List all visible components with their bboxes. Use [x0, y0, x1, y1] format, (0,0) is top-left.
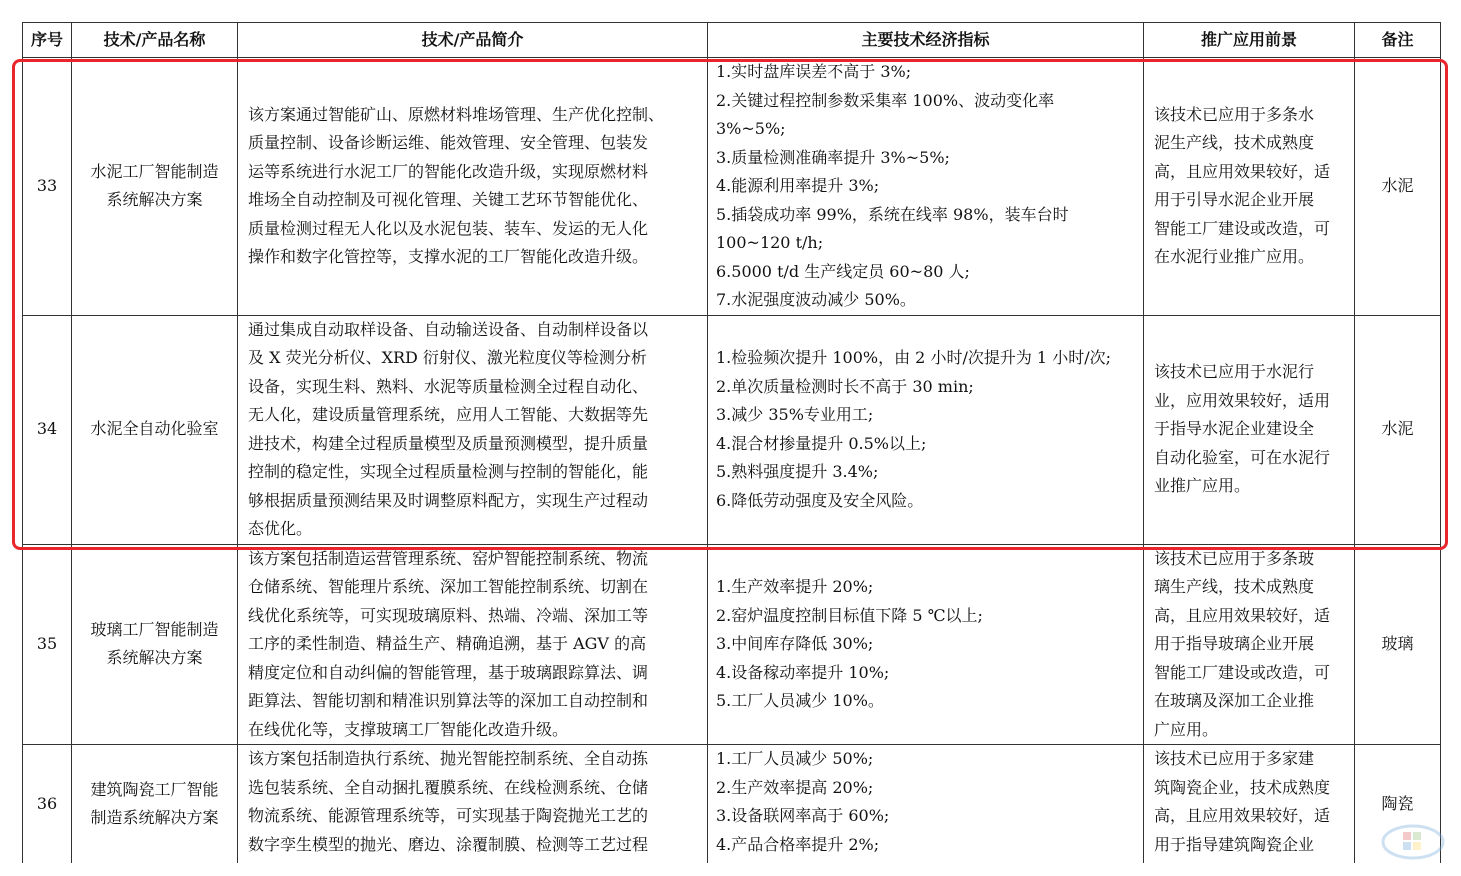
- row-prospect-line: 自动化验室，可在水泥行: [1154, 447, 1331, 467]
- row-description-line: 精度定位和自动纠偏的智能管理，基于玻璃跟踪算法、调: [248, 662, 649, 682]
- row-prospect-line: 于指导水泥企业建设全: [1154, 419, 1315, 439]
- row-note: 水泥: [1355, 315, 1441, 544]
- row-description-line: 数字孪生模型的抛光、磨边、涂覆制膜、检测等工艺过程: [248, 834, 649, 854]
- row-prospect-line: 高，且应用效果较好，适: [1154, 161, 1331, 181]
- row-prospect-line: 用于指导玻璃企业开展: [1154, 634, 1315, 653]
- row-description-line: 仓储系统、智能理片系统、深加工智能控制系统、切割在: [248, 577, 649, 596]
- row-indicators-line: 2.单次质量检测时长不高于 30 min;: [716, 376, 974, 396]
- row-description-line: 该方案包括制造执行系统、抛光智能控制系统、全自动拣: [248, 749, 649, 768]
- row-description: [238, 315, 708, 544]
- table-row: [23, 544, 1441, 745]
- row-indicators-line: 5.熟料强度提升 3.4%;: [716, 462, 879, 481]
- row-prospect-line: 该技术已应用于多条水: [1154, 104, 1315, 124]
- row-indicators-line: 5.插袋成功率 99%，系统在线率 98%，装车台时: [716, 204, 1069, 224]
- row-name: [72, 544, 238, 745]
- row-name-line: 系统解决方案: [106, 190, 203, 210]
- row-indicators-line: 6.降低劳动强度及安全风险。: [716, 490, 924, 510]
- row-description-line: 态优化。: [248, 519, 313, 538]
- row-indicators-line: 6.5000 t/d 生产线定员 60~80 人;: [716, 261, 970, 281]
- row-indicators-line: 100~120 t/h;: [716, 233, 824, 252]
- row-name: [72, 315, 238, 544]
- row-name: [72, 58, 238, 316]
- row-name-line: 系统解决方案: [106, 648, 203, 668]
- row-description-line: 设备，实现生料、熟料、水泥等质量检测全过程自动化、: [248, 376, 649, 396]
- row-indicators: [708, 58, 1144, 316]
- row-prospect-line: 泥生产线，技术成熟度: [1154, 133, 1315, 153]
- watermark-logo: [1377, 818, 1449, 874]
- row-number: 35: [23, 544, 72, 745]
- row-indicators-line: 3.设备联网率高于 60%;: [716, 806, 890, 825]
- row-description-line: 够根据质量预测结果及时调整原料配方，实现生产过程动: [248, 490, 649, 510]
- table-row: [23, 745, 1441, 864]
- row-indicators-line: 4.产品合格率提升 2%;: [716, 834, 880, 854]
- row-prospect-line: 该技术已应用于多条玻: [1154, 548, 1315, 568]
- row-name-line: 水泥全自动化验室: [90, 419, 219, 439]
- indicator-table: [22, 22, 1441, 864]
- row-indicators-line: 1.实时盘库误差不高于 3%;: [716, 62, 912, 81]
- row-number: 36: [23, 745, 72, 864]
- header-prospect: 推广应用前景: [1144, 23, 1355, 58]
- row-description-line: 控制的稳定性，实现全过程质量检测与控制的智能化，能: [248, 462, 649, 481]
- row-prospect-line: 广应用。: [1154, 719, 1219, 739]
- row-indicators-line: 3%~5%;: [716, 119, 786, 138]
- row-name-line: 建筑陶瓷工厂智能: [90, 779, 219, 799]
- row-description-line: 该方案包括制造运营管理系统、窑炉智能控制系统、物流: [248, 548, 649, 568]
- row-prospect: [1144, 315, 1355, 544]
- row-indicators: [708, 745, 1144, 864]
- row-prospect-line: 在玻璃及深加工企业推: [1154, 691, 1315, 710]
- row-description-line: 操作和数字化管控等，支撑水泥的工厂智能化改造升级。: [248, 247, 649, 267]
- row-prospect-line: 智能工厂建设或改造，可: [1154, 662, 1331, 682]
- row-description: [238, 745, 708, 864]
- row-name-line: 制造系统解决方案: [90, 808, 219, 827]
- row-name: [72, 745, 238, 864]
- header-row: [23, 23, 1441, 58]
- row-description-line: 选包装系统、全自动捆扎覆膜系统、在线检测系统、仓储: [248, 777, 649, 797]
- header-note: 备注: [1355, 23, 1441, 58]
- row-note: 玻璃: [1355, 544, 1441, 745]
- row-indicators-line: 4.混合材掺量提升 0.5%以上;: [716, 433, 927, 453]
- row-description-line: 该方案通过智能矿山、原燃材料堆场管理、生产优化控制、: [248, 104, 665, 124]
- row-prospect-line: 高，且应用效果较好，适: [1154, 605, 1331, 625]
- row-indicators-line: 1.工厂人员减少 50%;: [716, 749, 874, 768]
- page-cut: [0, 863, 1461, 876]
- row-prospect-line: 在水泥行业推广应用。: [1154, 247, 1315, 267]
- row-name-line: 玻璃工厂智能制造: [90, 619, 219, 639]
- row-description-line: 线优化系统等，可实现玻璃原料、热端、冷端、深加工等: [248, 605, 649, 625]
- row-indicators-line: 3.减少 35%专业用工;: [716, 405, 874, 424]
- row-prospect: [1144, 544, 1355, 745]
- row-prospect-line: 用于指导建筑陶瓷企业: [1154, 834, 1315, 854]
- row-prospect: [1144, 745, 1355, 864]
- row-indicators: [708, 315, 1144, 544]
- row-description-line: 在线优化等，支撑玻璃工厂智能化改造升级。: [248, 719, 569, 739]
- row-description-line: 工序的柔性制造、精益生产、精确追溯，基于 AGV 的高: [248, 634, 647, 653]
- row-indicators-line: 3.质量检测准确率提升 3%~5%;: [716, 147, 950, 167]
- row-description-line: 通过集成自动取样设备、自动输送设备、自动制样设备以: [248, 319, 649, 339]
- row-indicators-line: 1.检验频次提升 100%，由 2 小时/次提升为 1 小时/次;: [716, 348, 1111, 367]
- header-desc: 技术/产品简介: [238, 23, 708, 58]
- header-num: 序号: [23, 23, 72, 58]
- row-prospect-line: 用于引导水泥企业开展: [1154, 190, 1315, 210]
- row-description-line: 物流系统、能源管理系统等，可实现基于陶瓷抛光工艺的: [248, 806, 649, 825]
- row-prospect-line: 智能工厂建设或改造，可: [1154, 218, 1331, 238]
- row-indicators-line: 2.生产效率提高 20%;: [716, 777, 874, 797]
- row-note: 水泥: [1355, 58, 1441, 316]
- row-indicators-line: 5.工厂人员减少 10%。: [716, 691, 884, 710]
- row-description-line: 质量控制、设备诊断运维、能效管理、安全管理、包装发: [248, 133, 649, 153]
- row-indicators-line: 4.能源利用率提升 3%;: [716, 176, 880, 195]
- row-indicators-line: 2.关键过程控制参数采集率 100%、波动变化率: [716, 90, 1055, 110]
- header-indicators: 主要技术经济指标: [708, 23, 1144, 58]
- row-number: 34: [23, 315, 72, 544]
- row-description: [238, 58, 708, 316]
- row-indicators-line: 4.设备稼动率提升 10%;: [716, 662, 890, 682]
- row-note: 陶瓷: [1355, 745, 1441, 864]
- row-prospect-line: 该技术已应用于多家建: [1154, 749, 1315, 768]
- row-number: 33: [23, 58, 72, 316]
- table-row: [23, 315, 1441, 544]
- row-indicators: [708, 544, 1144, 745]
- row-indicators-line: 2.窑炉温度控制目标值下降 5 ℃以上;: [716, 605, 983, 625]
- row-indicators-line: 7.水泥强度波动减少 50%。: [716, 290, 916, 309]
- table-row: [23, 58, 1441, 316]
- row-prospect-line: 该技术已应用于水泥行: [1154, 362, 1315, 382]
- row-prospect-line: 业推广应用。: [1154, 476, 1251, 496]
- row-prospect-line: 筑陶瓷企业，技术成熟度: [1154, 777, 1331, 797]
- row-prospect-line: 璃生产线，技术成熟度: [1154, 577, 1315, 596]
- row-description-line: 质量检测过程无人化以及水泥包装、装车、发运的无人化: [248, 218, 649, 238]
- row-indicators-line: 3.中间库存降低 30%;: [716, 634, 874, 653]
- row-indicators-line: 1.生产效率提升 20%;: [716, 577, 874, 596]
- row-prospect-line: 高，且应用效果较好，适: [1154, 806, 1331, 825]
- row-description-line: 堆场全自动控制及可视化管理、关键工艺环节智能优化、: [248, 190, 649, 210]
- row-description: [238, 544, 708, 745]
- row-prospect-line: 业，应用效果较好，适用: [1154, 390, 1331, 410]
- row-description-line: 无人化，建设质量管理系统，应用人工智能、大数据等先: [248, 405, 649, 424]
- row-description-line: 进技术，构建全过程质量模型及质量预测模型，提升质量: [248, 433, 649, 453]
- row-description-line: 距算法、智能切割和精准识别算法等的深加工自动控制和: [248, 691, 649, 710]
- row-prospect: [1144, 58, 1355, 316]
- row-description-line: 及 X 荧光分析仪、XRD 衍射仪、激光粒度仪等检测分析: [248, 348, 647, 367]
- row-name-line: 水泥工厂智能制造: [90, 161, 219, 181]
- header-name: 技术/产品名称: [72, 23, 238, 58]
- row-description-line: 运等系统进行水泥工厂的智能化改造升级，实现原燃材料: [248, 161, 649, 181]
